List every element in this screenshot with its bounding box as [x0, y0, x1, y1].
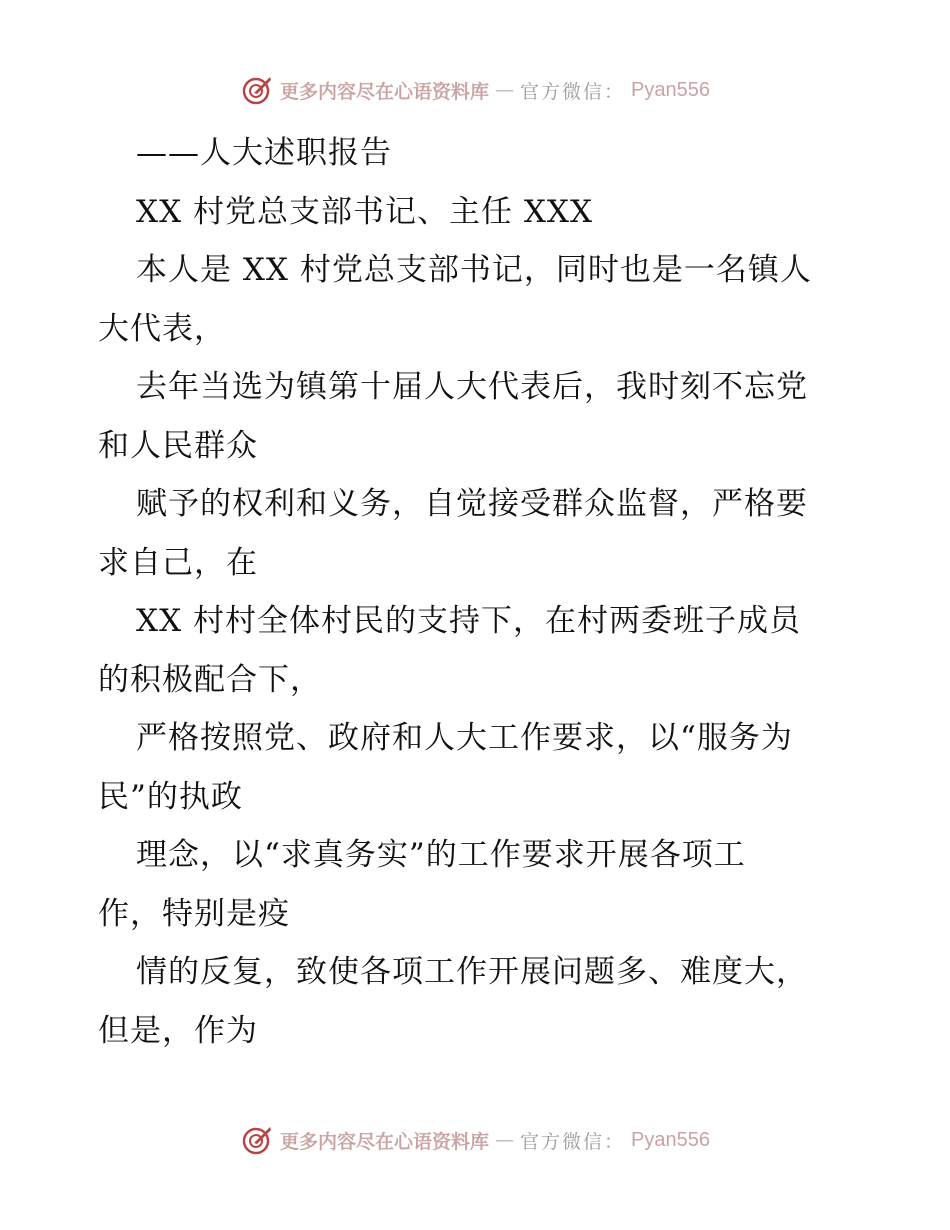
doc-line: XX 村党总支部书记、主任 XXX — [136, 193, 594, 230]
quill-circle-icon — [240, 73, 274, 107]
doc-line: 作，特别是疫 — [98, 895, 290, 932]
doc-line: 情的反复，致使各项工作开展问题多、难度大， — [136, 954, 808, 990]
watermark-wechat-id: Pyan556 — [631, 1128, 710, 1151]
watermark-dash: — — [495, 1129, 515, 1151]
watermark-site-text: 更多内容尽在心语资料库 — [280, 80, 490, 103]
doc-line: 大代表， — [98, 310, 226, 347]
header-watermark — [0, 70, 950, 110]
doc-line: 严格按照党、政府和人大工作要求，以“服务为 — [136, 720, 793, 756]
quill-circle-icon — [240, 1123, 274, 1157]
footer-watermark — [0, 1120, 950, 1160]
doc-line: 民”的执政 — [98, 778, 243, 815]
watermark-dash: — — [495, 79, 515, 101]
doc-line: 理念，以“求真务实”的工作要求开展各项工 — [136, 837, 746, 873]
watermark-official-label: 官方微信： — [520, 1130, 626, 1153]
doc-line: XX 村村全体村民的支持下，在村两委班子成员 — [136, 603, 801, 639]
doc-line: 的积极配合下， — [98, 661, 322, 698]
doc-line: 去年当选为镇第十届人大代表后，我时刻不忘党 — [136, 369, 808, 405]
doc-line: 求自己，在 — [98, 544, 258, 581]
document-body — [98, 124, 868, 1060]
watermark-site-text: 更多内容尽在心语资料库 — [280, 1130, 490, 1153]
doc-line: 但是，作为 — [98, 1012, 258, 1049]
doc-line: 赋予的权利和义务，自觉接受群众监督，严格要 — [136, 486, 808, 522]
doc-line: 本人是 XX 村党总支部书记，同时也是一名镇人 — [136, 252, 812, 288]
watermark-wechat-id: Pyan556 — [631, 78, 710, 101]
doc-line: 和人民群众 — [98, 427, 258, 464]
doc-line: ——人大述职报告 — [136, 135, 392, 171]
watermark-official-label: 官方微信： — [520, 80, 626, 103]
